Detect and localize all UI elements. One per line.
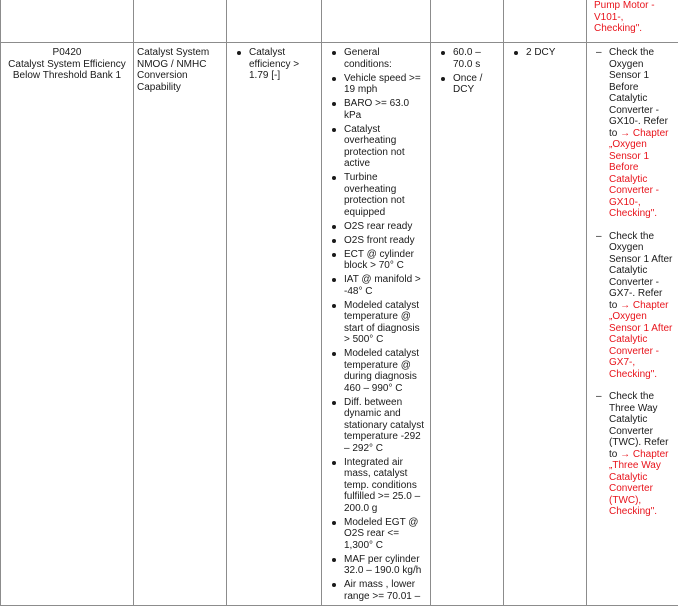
table-row bbox=[1, 43, 678, 606]
cell-malfunction-criteria bbox=[227, 43, 322, 606]
condition-item: Air mass , lower range >= 70.01 – bbox=[344, 579, 427, 602]
actions-list bbox=[587, 43, 678, 518]
cell-empty bbox=[134, 0, 227, 43]
condition-item: IAT @ manifold > -48° C bbox=[344, 274, 427, 297]
time-item: 60.0 – 70.0 s bbox=[453, 47, 500, 70]
action-text: Check the Three Way Catalytic Converter (TWC). Refer to bbox=[609, 391, 668, 460]
dtc-description: Catalyst System Efficiency Below Threshold Bank 1 bbox=[1, 59, 133, 82]
condition-item: O2S rear ready bbox=[344, 221, 427, 233]
condition-item: ECT @ cylinder block > 70° C bbox=[344, 249, 427, 272]
condition-item: Modeled catalyst temperature @ during diagnosis 460 – 990° C bbox=[344, 348, 427, 394]
condition-item: Turbine overheating protection not equipped bbox=[344, 172, 427, 218]
cell-component bbox=[134, 43, 227, 606]
condition-item: Modeled catalyst temperature @ start of diagnosis > 500° C bbox=[344, 300, 427, 346]
mil-item: 2 DCY bbox=[526, 47, 583, 59]
chapter-link[interactable]: → Chapter „Oxygen Sensor 1 Before Catalytic Converter - GX10-, Checking". bbox=[609, 128, 668, 220]
cell-actions bbox=[587, 43, 678, 606]
time-list bbox=[431, 43, 503, 96]
criteria-list bbox=[227, 43, 321, 82]
action-text: Check the Oxygen Sensor 1 Before Catalytic Converter - GX10-. Refer to bbox=[609, 47, 668, 139]
mil-list bbox=[504, 43, 586, 59]
condition-item: BARO >= 63.0 kPa bbox=[344, 98, 427, 121]
cell-empty bbox=[227, 0, 322, 43]
action-item bbox=[609, 391, 673, 518]
chapter-link[interactable]: → Chapter „Oxygen Sensor 1 After Catalytic Converter - GX7-, Checking". bbox=[609, 300, 672, 380]
condition-item: Vehicle speed >= 19 mph bbox=[344, 73, 427, 96]
condition-item: Catalyst overheating protection not active bbox=[344, 124, 427, 170]
time-item: Once / DCY bbox=[453, 73, 500, 96]
chapter-link[interactable]: → Chapter „Three Way Catalytic Converter (TWC), Checking". bbox=[609, 449, 668, 518]
cell-empty bbox=[504, 0, 587, 43]
cell-dtc bbox=[1, 43, 134, 606]
prev-link-line: V101-, bbox=[594, 12, 672, 24]
cell-conditions bbox=[322, 43, 431, 606]
cell-empty bbox=[1, 0, 134, 43]
condition-item: General conditions: bbox=[344, 47, 427, 70]
action-item bbox=[609, 231, 673, 381]
cell-time bbox=[431, 43, 504, 606]
prev-link-line: Pump Motor - bbox=[594, 0, 672, 12]
cell-mil bbox=[504, 43, 587, 606]
conditions-list bbox=[322, 43, 430, 602]
dtc-code: P0420 bbox=[1, 47, 133, 59]
condition-item: MAF per cylinder 32.0 – 190.0 kg/h bbox=[344, 554, 427, 577]
cell-empty bbox=[431, 0, 504, 43]
cell-prev-action bbox=[587, 0, 678, 43]
condition-item: O2S front ready bbox=[344, 235, 427, 247]
condition-item: Integrated air mass, catalyst temp. conditions fulfilled >= 25.0 – 200.0 g bbox=[344, 457, 427, 515]
prev-chapter-link[interactable] bbox=[587, 0, 678, 35]
condition-item: Modeled EGT @ O2S rear <= 1,300° C bbox=[344, 517, 427, 552]
cell-empty bbox=[322, 0, 431, 43]
prev-link-line: Checking". bbox=[594, 23, 672, 35]
criteria-item: Catalyst efficiency > 1.79 [-] bbox=[249, 47, 318, 82]
condition-item: Diff. between dynamic and stationary catalyst temperature -292 – 292° C bbox=[344, 397, 427, 455]
component-text: Catalyst System NMOG / NMHC Conversion Capability bbox=[134, 43, 226, 93]
action-text: Check the Oxygen Sensor 1 After Catalytic Converter - GX7-. Refer to bbox=[609, 231, 672, 311]
action-item bbox=[609, 47, 673, 220]
table-row bbox=[1, 0, 678, 43]
